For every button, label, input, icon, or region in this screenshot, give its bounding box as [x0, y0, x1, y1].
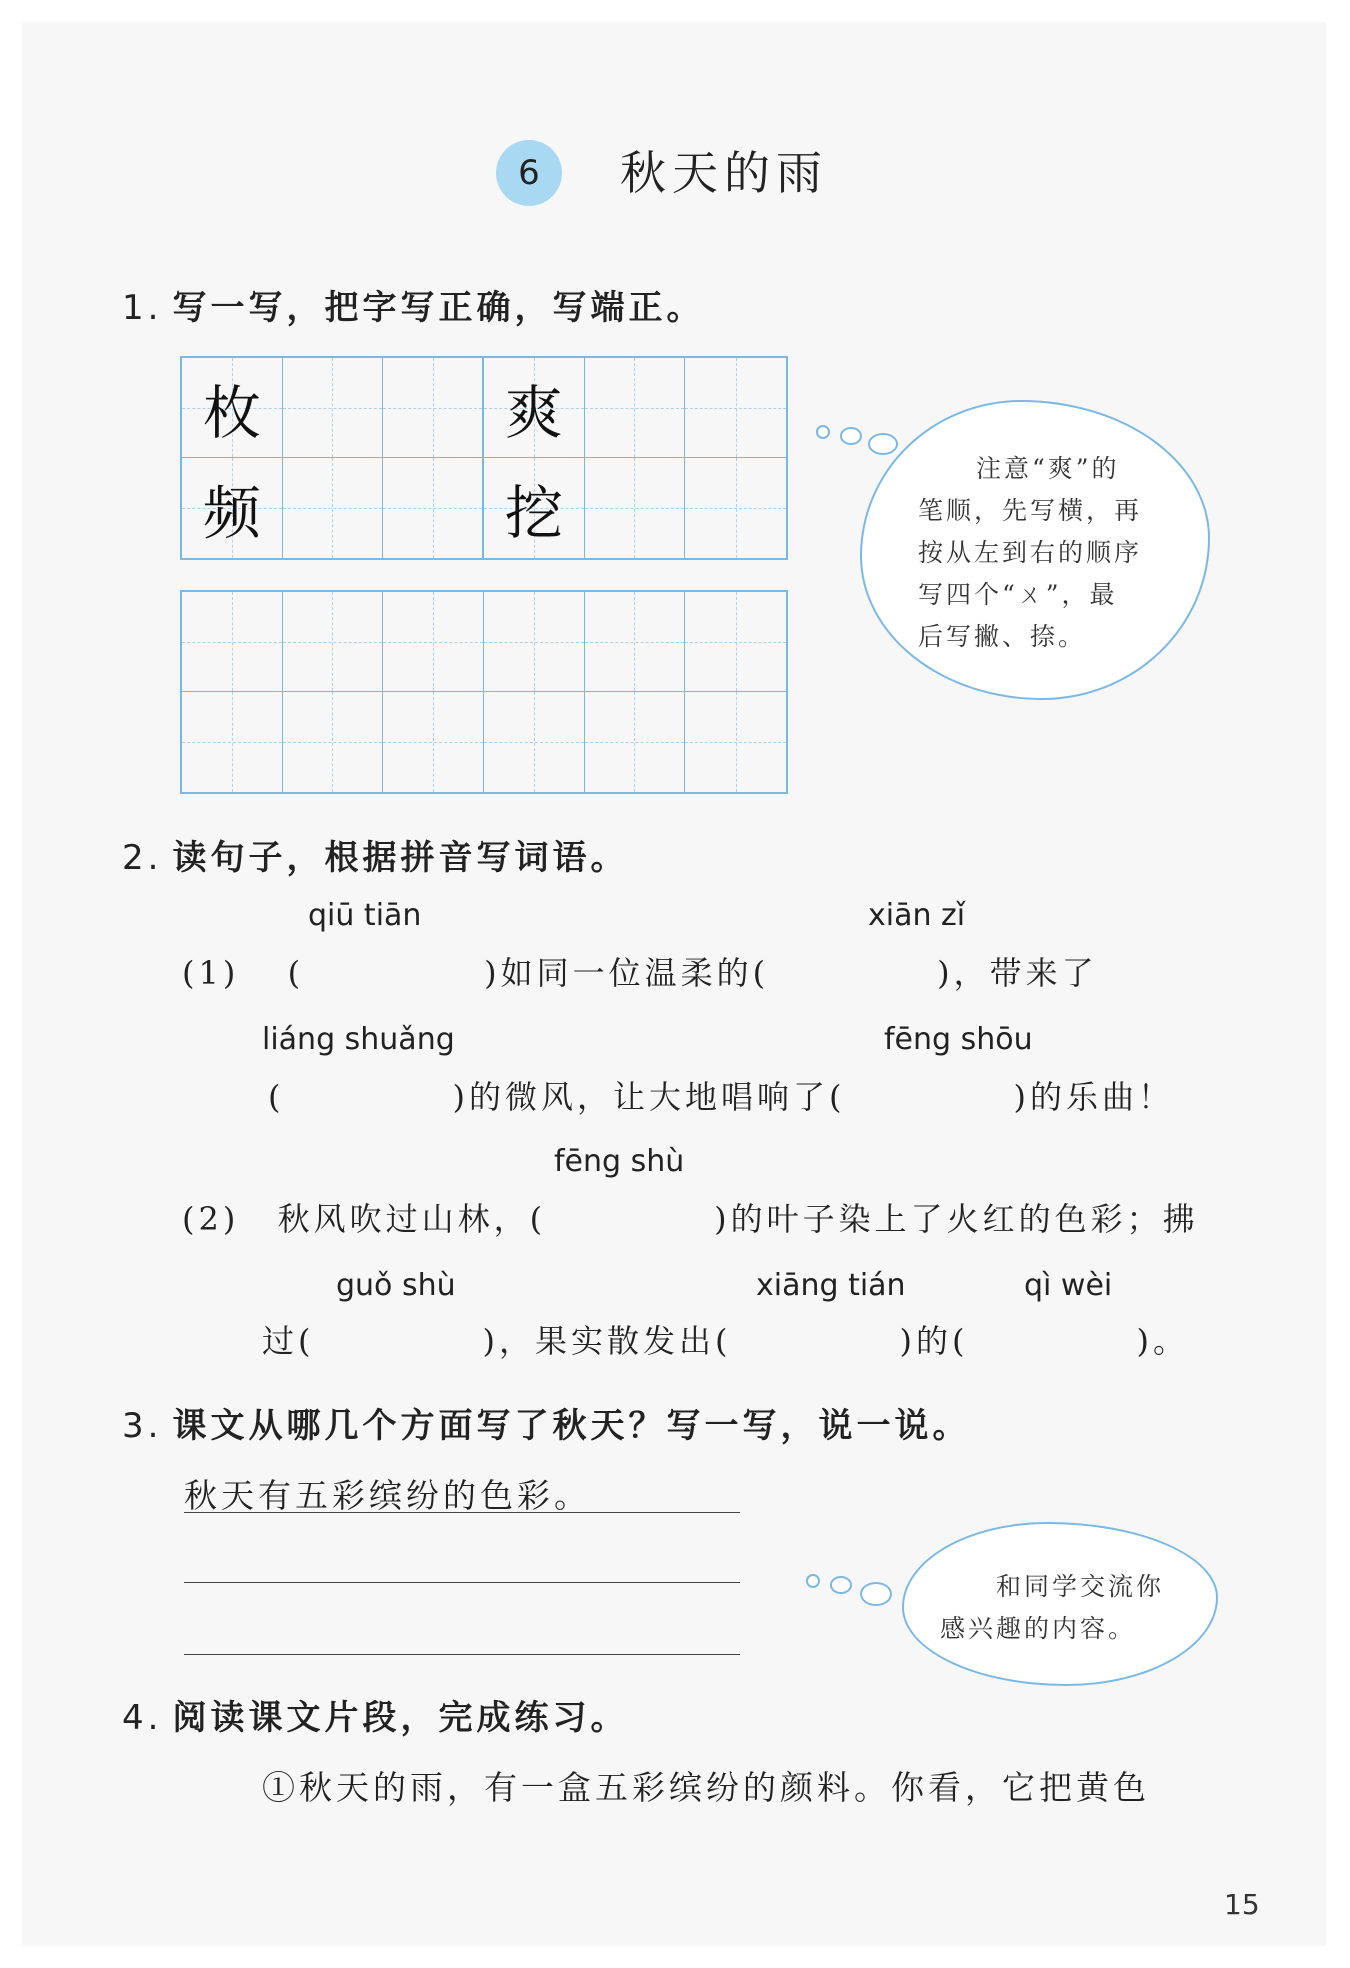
sentence-label: (1) [182, 954, 240, 992]
grid-cell[interactable] [685, 358, 786, 458]
writing-grid-bottom [180, 590, 788, 794]
q2-s1-line2: ( )的微风，让大地唱响了( )的乐曲！ [268, 1078, 1174, 1116]
sentence-label: (2) [182, 1200, 240, 1238]
grid-cell[interactable]: 挖 [484, 458, 585, 558]
grid-cell[interactable]: 频 [182, 458, 283, 558]
q3-heading [122, 1398, 970, 1447]
grid-cell[interactable] [283, 592, 384, 692]
q2-s2-line2: 过( )，果实散发出( )的( )。 [262, 1322, 1189, 1360]
page-number: 15 [1224, 1888, 1260, 1921]
grid-cell[interactable] [383, 692, 484, 792]
grid-cell[interactable] [685, 592, 786, 692]
grid-cell[interactable] [685, 692, 786, 792]
q2-s1-line1: (1) ( )如同一位温柔的( )，带来了 [182, 954, 1098, 992]
lesson-number-badge: 6 [496, 140, 562, 206]
pinyin-xiangtian: xiāng tián [756, 1268, 906, 1303]
thought-dot-icon [830, 1576, 852, 1594]
thought-dot-icon [868, 433, 898, 455]
q1-heading-text: 写一写，把字写正确，写端正。 [172, 288, 705, 328]
grid-cell[interactable] [383, 358, 484, 458]
q2-number: 2. [122, 838, 163, 878]
thought-dot-icon [806, 1574, 820, 1588]
q4-passage: ①秋天的雨，有一盒五彩缤纷的颜料。你看，它把黄色 [262, 1768, 1150, 1807]
q1-number: 1. [122, 288, 163, 328]
grid-cell[interactable] [484, 592, 585, 692]
thought-dot-icon [860, 1582, 892, 1606]
q2-s2-line1: (2) 秋风吹过山林，( )的叶子染上了火红的色彩；拂 [182, 1200, 1199, 1238]
answer-line-1[interactable] [184, 1512, 740, 1513]
pinyin-fengshu: fēng shù [554, 1144, 685, 1179]
q4-heading [122, 1690, 628, 1739]
pinyin-qiutian: qiū tiān [308, 898, 422, 933]
q3-number: 3. [122, 1406, 163, 1446]
pinyin-liangshuang: liáng shuǎng [262, 1022, 455, 1057]
grid-cell[interactable] [182, 692, 283, 792]
writing-grid-top [180, 356, 788, 560]
pinyin-guoshu: guǒ shù [336, 1268, 456, 1303]
grid-cell[interactable]: 枚 [182, 358, 283, 458]
grid-cell[interactable] [585, 458, 686, 558]
grid-cell[interactable]: 爽 [484, 358, 585, 458]
grid-cell[interactable] [585, 358, 686, 458]
q4-heading-text: 阅读课文片段，完成练习。 [172, 1698, 629, 1738]
grid-cell[interactable] [283, 692, 384, 792]
grid-cell[interactable] [283, 458, 384, 558]
pinyin-xianzi: xiān zǐ [868, 898, 966, 933]
pinyin-qiwei: qì wèi [1024, 1268, 1113, 1303]
q3-example-answer: 秋天有五彩缤纷的色彩。 [184, 1476, 591, 1515]
answer-line-2[interactable] [184, 1582, 740, 1583]
pinyin-fengshou: fēng shōu [884, 1022, 1033, 1057]
grid-cell[interactable] [383, 592, 484, 692]
thought-dot-icon [840, 427, 862, 445]
q2-heading [122, 830, 628, 879]
q3-heading-text: 课文从哪几个方面写了秋天？写一写，说一说。 [172, 1406, 971, 1446]
tip-text-stroke-order: 注意“爽”的 笔顺，先写横，再 按从左到右的顺序 写四个“ㄨ”，最 后写撇、捺。 [918, 454, 1143, 651]
grid-cell[interactable] [283, 358, 384, 458]
q4-number: 4. [122, 1698, 163, 1738]
thought-dot-icon [816, 425, 830, 439]
grid-cell[interactable] [383, 458, 484, 558]
answer-line-3[interactable] [184, 1654, 740, 1655]
q2-heading-text: 读句子，根据拼音写词语。 [172, 838, 629, 878]
grid-cell[interactable] [685, 458, 786, 558]
grid-cell[interactable] [484, 692, 585, 792]
grid-cell[interactable] [585, 692, 686, 792]
grid-cell[interactable] [182, 592, 283, 692]
tip-text-share: 和同学交流你 感兴趣的内容。 [940, 1572, 1165, 1643]
lesson-title: 秋天的雨 [620, 146, 828, 200]
grid-cell[interactable] [585, 592, 686, 692]
q1-heading [122, 280, 704, 329]
